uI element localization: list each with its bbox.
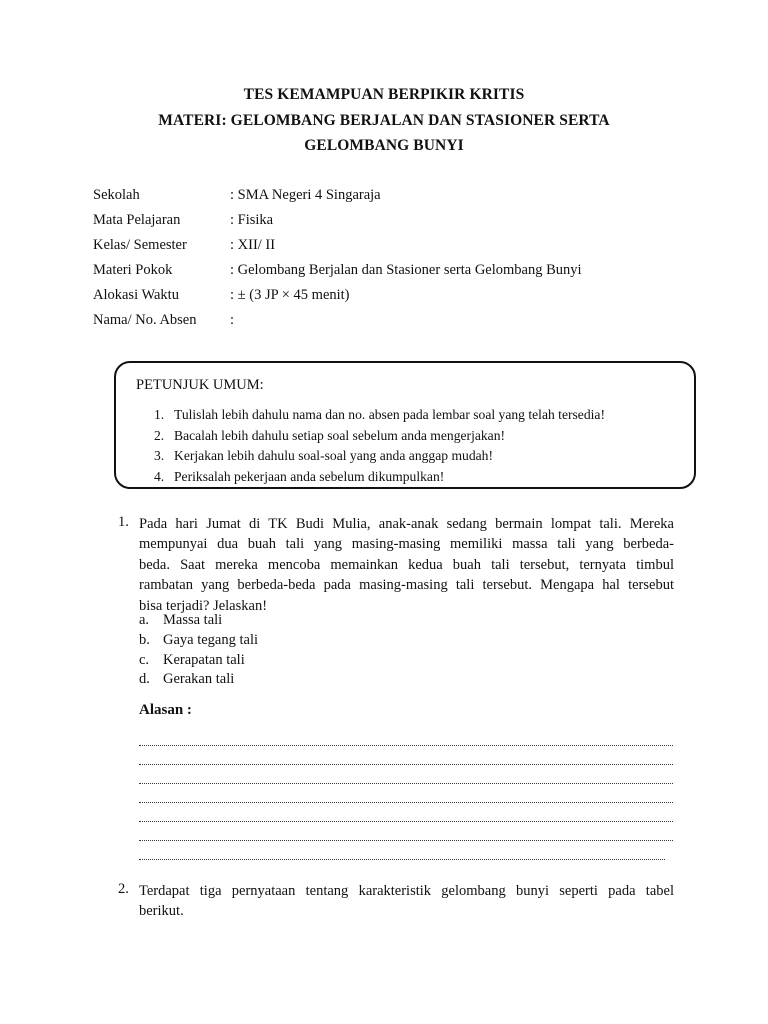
option-d: d. Gerakan tali	[139, 671, 235, 687]
question-1-text	[139, 514, 674, 616]
reason-label: Alasan :	[139, 702, 192, 718]
info-label: Sekolah	[93, 187, 140, 203]
info-value: : Fisika	[230, 212, 274, 228]
question-1-number: 1.	[118, 514, 129, 530]
info-value: : SMA Negeri 4 Singaraja	[230, 187, 381, 203]
instruction-item: 2. Bacalah lebih dahulu setiap soal sebelum anda mengerjakan!	[154, 427, 506, 443]
info-label: Mata Pelajaran	[93, 212, 181, 228]
option-b: b. Gaya tegang tali	[139, 632, 259, 648]
answer-line[interactable]	[139, 859, 665, 860]
answer-line[interactable]	[139, 821, 673, 822]
instructions-box	[114, 361, 696, 489]
question-line: Terdapat tiga pernyataan tentang karakteristik gelombang bunyi seperti pada tabel	[139, 883, 674, 899]
info-label: Materi Pokok	[93, 262, 173, 278]
instruction-item: 1. Tulislah lebih dahulu nama dan no. absen pada lembar soal yang telah tersedia!	[154, 407, 605, 422]
instruction-item: 4. Periksalah pekerjaan anda sebelum dikumpulkan!	[154, 468, 445, 484]
question-2-number: 2.	[118, 881, 129, 897]
question-line: bisa terjadi? Jelaskan!	[139, 597, 268, 614]
info-label: Nama/ No. Absen	[93, 312, 197, 328]
answer-line[interactable]	[139, 745, 673, 746]
info-value: :	[230, 312, 235, 328]
answer-line[interactable]	[139, 764, 673, 765]
material-title-continued: GELOMBANG BUNYI	[304, 137, 464, 154]
instruction-item: 3. Kerjakan lebih dahulu soal-soal yang anda anggap mudah!	[154, 448, 493, 463]
question-2-text	[139, 881, 674, 922]
option-a: a. Massa tali	[139, 612, 223, 628]
info-value: : XII/ II	[230, 237, 276, 253]
test-title: TES KEMAMPUAN BERPIKIR KRITIS	[243, 86, 525, 103]
material-title: MATERI: GELOMBANG BERJALAN DAN STASIONER SERTA	[158, 112, 610, 129]
info-value: : Gelombang Berjalan dan Stasioner serta Gelombang Bunyi	[230, 262, 582, 278]
info-value: : ± (3 JP × 45 menit)	[230, 287, 350, 303]
question-line: mempunyai dua buah tali yang masing-masing memiliki massa tali yang berbeda-	[139, 536, 674, 553]
question-line: berikut.	[139, 903, 184, 920]
instructions-list	[154, 405, 605, 487]
option-c: c. Kerapatan tali	[139, 652, 245, 668]
instructions-title: PETUNJUK UMUM:	[136, 377, 264, 393]
question-line: rambatan yang berbeda-beda pada masing-masing tali tersebut. Mengapa hal tersebut	[139, 577, 674, 594]
answer-line[interactable]	[139, 840, 673, 841]
question-line: beda. Saat mereka mencoba memainkan kedua buah tali tersebut, ternyata timbul	[139, 556, 674, 573]
answer-line[interactable]	[139, 802, 673, 803]
answer-line[interactable]	[139, 783, 673, 784]
info-label: Kelas/ Semester	[93, 237, 187, 253]
info-label: Alokasi Waktu	[93, 287, 179, 303]
question-line: Pada hari Jumat di TK Budi Mulia, anak-anak sedang bermain lompat tali. Mereka	[139, 516, 674, 532]
